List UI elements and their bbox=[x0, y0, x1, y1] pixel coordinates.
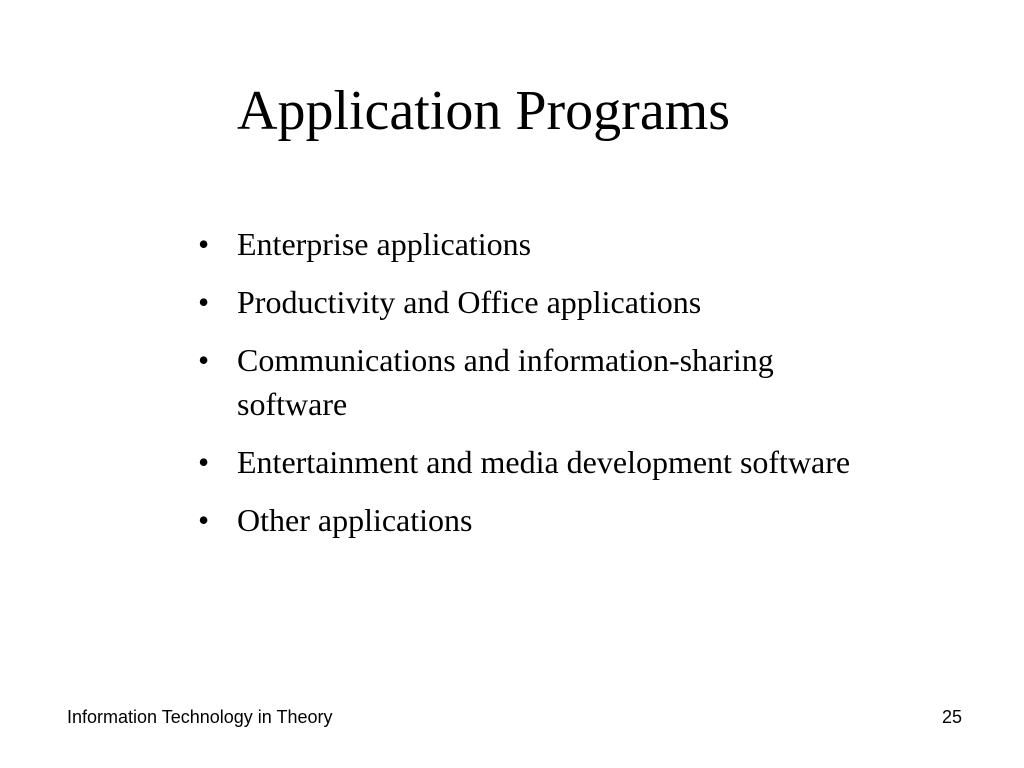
bullet-text: Enterprise applications bbox=[237, 226, 532, 262]
footer-title: Information Technology in Theory bbox=[67, 707, 333, 727]
bullet-item bbox=[196, 338, 1016, 426]
bullet-text: Entertainment and media development software bbox=[237, 444, 851, 480]
bullet-text: Other applications bbox=[237, 502, 473, 538]
slide-title: Application Programs bbox=[237, 80, 731, 142]
bullet-icon: • bbox=[198, 226, 210, 262]
bullet-item bbox=[196, 280, 1016, 324]
bullet-icon: • bbox=[198, 342, 210, 378]
bullet-text: Productivity and Office applications bbox=[237, 284, 702, 320]
bullet-icon: • bbox=[198, 444, 210, 480]
bullet-text: Communications and information-sharing software bbox=[237, 342, 774, 422]
bullet-item bbox=[196, 440, 1016, 484]
bullet-item bbox=[196, 498, 1016, 542]
bullet-list bbox=[196, 222, 1016, 556]
page-number: 25 bbox=[941, 707, 962, 727]
bullet-icon: • bbox=[198, 284, 210, 320]
bullet-item bbox=[196, 222, 1016, 266]
bullet-icon: • bbox=[198, 502, 210, 538]
